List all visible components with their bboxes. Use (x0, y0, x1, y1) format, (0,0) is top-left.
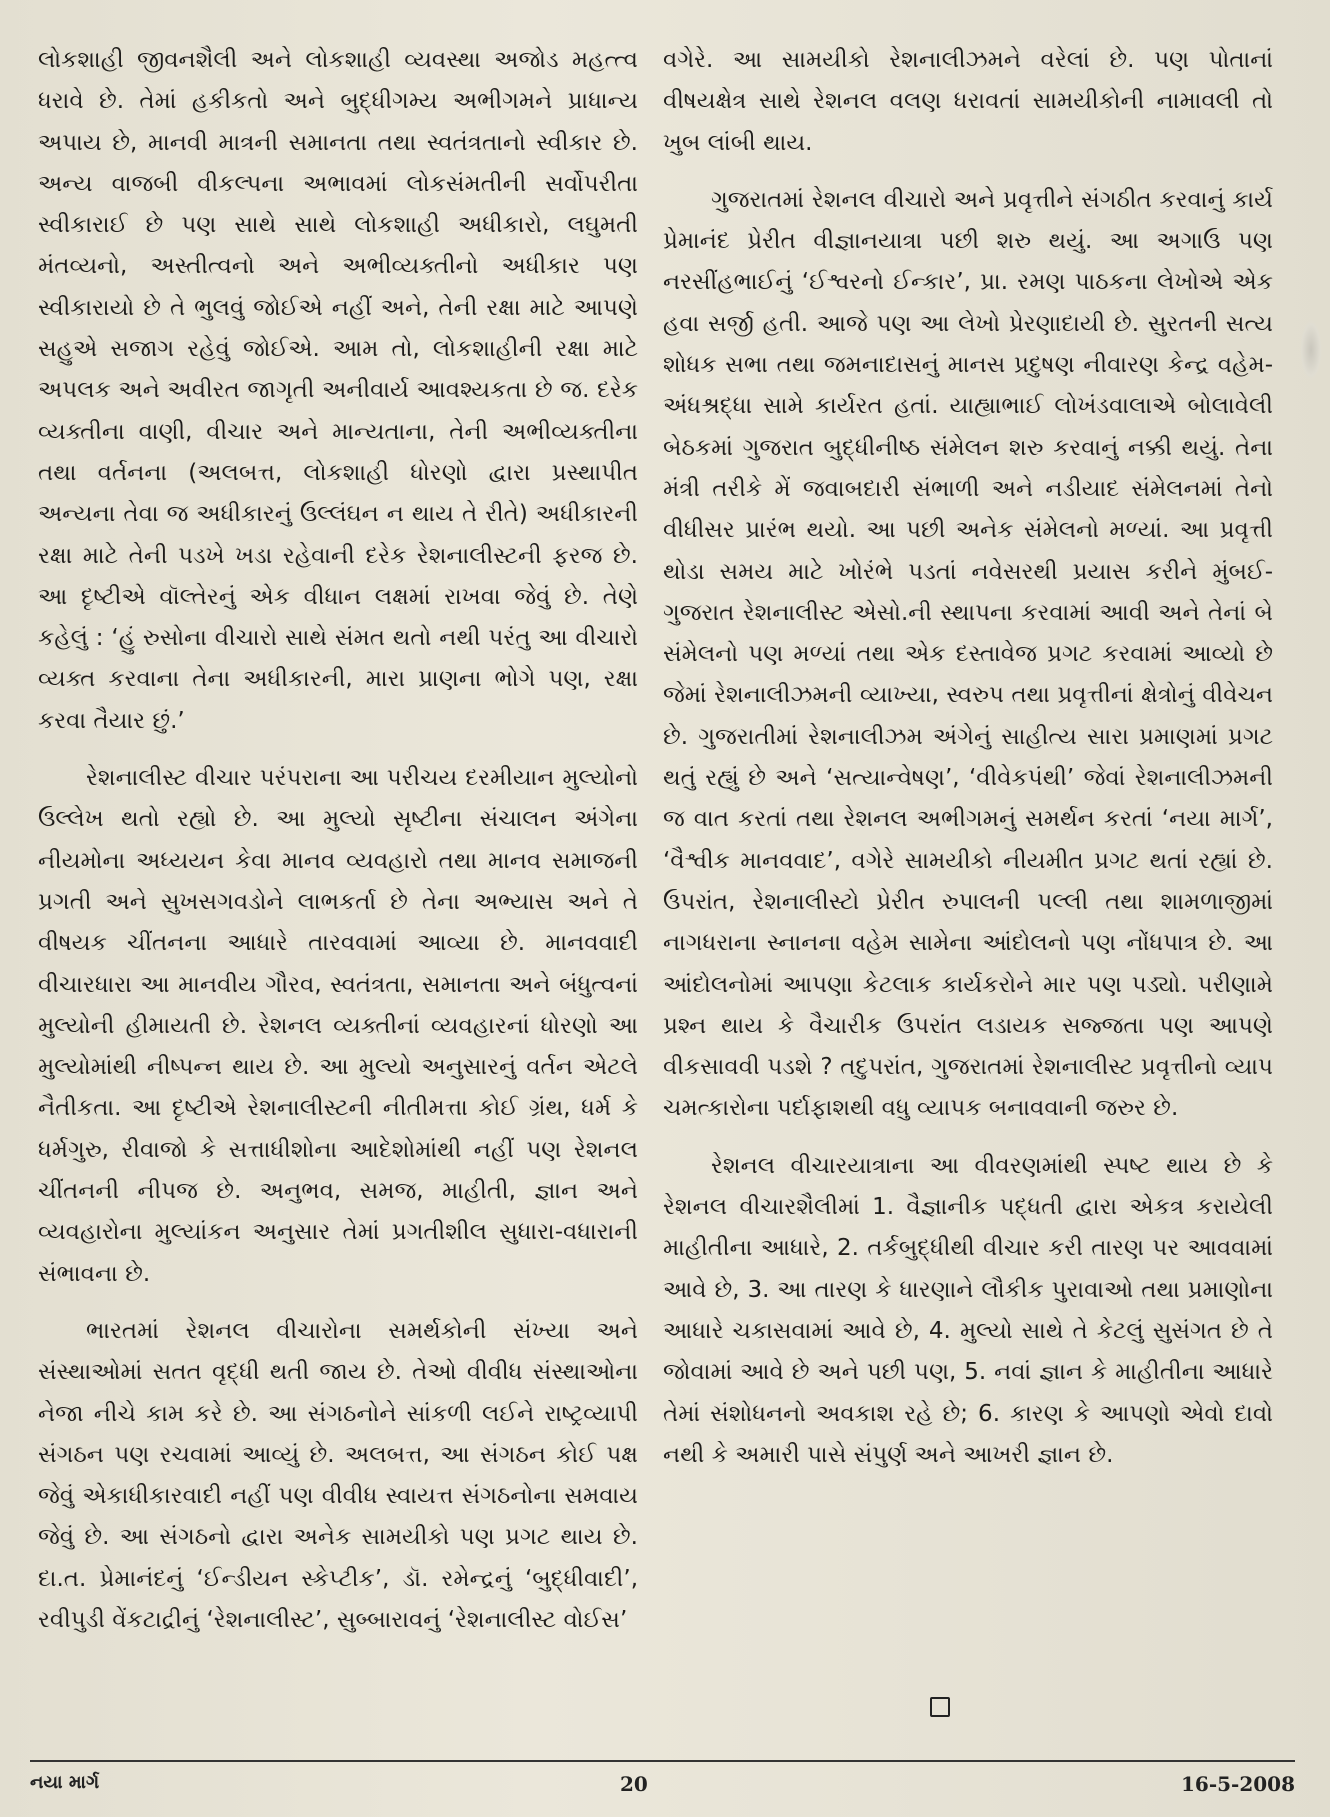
paragraph: લોકશાહી જીવનશૈલી અને લોકશાહી વ્યવસ્થા અજોડ મહત્ત્વ ધરાવે છે. તેમાં હકીકતો અને બુદ્ધીગમ્ય અભીગમને પ્રાધાન્ય અપાય છે, માનવી માત્રની સમાનતા તથા સ્વતંત્રતાનો સ્વીકાર છે. અન્ય વાજબી વીકલ્પના અભાવમાં લોકસંમતીની સર્વોપરીતા સ્વીકારાઈ છે પણ સાથે સાથે લોકશાહી અધીકારો, લઘુમતી મંતવ્યનો, અસ્તીત્વનો અને અભીવ્યક્તીનો અધીકાર પણ સ્વીકારાયો છે તે ભુલવું જોઈએ નહીં અને, તેની રક્ષા માટે આપણે સહુએ સજાગ રહેવું જોઈએ. આમ તો, લોકશાહીની રક્ષા માટે અપલક અને અવીરત જાગૃતી અનીવાર્ય આવશ્યકતા છે જ. દરેક વ્યક્તીના વાણી, વીચાર અને માન્યતાના, તેની અભીવ્યક્તીના તથા વર્તનના (અલબત્ત, લોકશાહી ધોરણો દ્વારા પ્રસ્થાપીત અન્યના તેવા જ અધીકારનું ઉલ્લંઘન ન થાય તે રીતે) અધીકારની રક્ષા માટે તેની પડખે ખડા રહેવાની દરેક રેશનાલીસ્ટની ફરજ છે. આ દૃષ્ટીએ વૉલ્તેરનું એક વીધાન લક્ષમાં રાખવા જેવું છે. તેણે કહેલું : ‘હું રુસોના વીચારો સાથે સંમત થતો નથી પરંતુ આ વીચારો વ્યક્ત કરવાના તેના અધીકારની, મારા પ્રાણના ભોગે પણ, રક્ષા કરવા તૈયાર છું.’ (38, 47, 638, 734)
paragraph: રેશનલ વીચારયાત્રાના આ વીવરણમાંથી સ્પષ્ટ થાય છે કે રેશનલ વીચારશૈલીમાં 1. વૈજ્ઞાનીક પદ્ધતી દ્વારા એકત્ર કરાયેલી માહીતીના આધારે, 2. તર્કબુદ્ધીથી વીચાર કરી તારણ પર આવવામાં આવે છે, 3. આ તારણ કે ધારણાને લૌકીક પુરાવાઓ તથા પ્રમાણોના આધારે ચકાસવામાં આવે છે, 4. મુલ્યો સાથે તે કેટલું સુસંગત છે તે જોવામાં આવે છે અને પછી પણ, 5. નવાં જ્ઞાન કે માહીતીના આધારે તેમાં સંશોધનનો અવકાશ રહે છે; 6. કારણ કે આપણો એવો દાવો નથી કે અમારી પાસે સંપુર્ણ અને આખરી જ્ઞાન છે. (663, 1152, 1273, 1468)
article-end-mark (930, 1697, 950, 1717)
page-footer (30, 1760, 1295, 1798)
left-column (38, 40, 638, 1657)
paper-blemish (1300, 320, 1322, 380)
publication-name: નયા માર્ગ (30, 1772, 100, 1793)
paragraph: વગેરે. આ સામયીકો રેશનાલીઝમને વરેલાં છે. પણ પોતાનાં વીષયક્ષેત્ર સાથે રેશનલ વલણ ધરાવતાં સામયીકોની નામાવલી તો ખુબ લાંબી થાય. (663, 47, 1273, 156)
paragraph: ગુજરાતમાં રેશનલ વીચારો અને પ્રવૃત્તીને સંગઠીત કરવાનું કાર્ય પ્રેમાનંદ પ્રેરીત વીજ્ઞાનયાત્રા પછી શરુ થયું. આ અગાઉ પણ નરસીંહભાઈનું ‘ઈશ્વરનો ઈન્કાર’, પ્રા. રમણ પાઠકના લેખોએ એક હવા સર્જી હતી. આજે પણ આ લેખો પ્રેરણાદાયી છે. સુરતની સત્ય શોધક સભા તથા જમનાદાસનું માનસ પ્રદુષણ નીવારણ કેન્દ્ર વહેમ-અંધશ્રદ્ધા સામે કાર્યરત હતાં. યાહ્યાભાઈ લોખંડવાલાએ બોલાવેલી બેઠકમાં ગુજરાત બુદ્ધીનીષ્ઠ સંમેલન શરુ કરવાનું નક્કી થયું. તેના મંત્રી તરીકે મેં જવાબદારી સંભાળી અને નડીયાદ સંમેલનમાં તેનો વીધીસર પ્રારંભ થયો. આ પછી અનેક સંમેલનો મળ્યાં. આ પ્રવૃત્તી થોડા સમય માટે ખોરંભે પડતાં નવેસરથી પ્રયાસ કરીને મુંબઈ-ગુજરાત રેશનાલીસ્ટ એસો.ની સ્થાપના કરવામાં આવી અને તેનાં બે સંમેલનો પણ મળ્યાં તથા એક દસ્તાવેજ પ્રગટ કરવામાં આવ્યો છે જેમાં રેશનાલીઝમની વ્યાખ્યા, સ્વરુપ તથા પ્રવૃત્તીનાં ક્ષેત્રોનું વીવેચન છે. ગુજરાતીમાં રેશનાલીઝમ અંગેનું સાહીત્ય સારા પ્રમાણમાં પ્રગટ થતું રહ્યું છે અને ‘સત્યાન્વેષણ’, ‘વીવેકપંથી’ જેવાં રેશનાલીઝમની જ વાત કરતાં તથા રેશનલ અભીગમનું સમર્થન કરતાં ‘નયા માર્ગ’, ‘વૈશ્વીક માનવવાદ’, વગેરે સામયીકો નીયમીત પ્રગટ થતાં રહ્યાં છે. ઉપરાંત, રેશનાલીસ્ટો પ્રેરીત રુપાલની પલ્લી તથા શામળાજીમાં નાગધરાના સ્નાનના વહેમ સામેના આંદોલનો પણ નોંધપાત્ર છે. આ આંદોલનોમાં આપણા કેટલાક કાર્યકરોને માર પણ પડ્યો. પરીણામે પ્રશ્ન થાય કે વૈચારીક ઉપરાંત લડાયક સજ્જતા પણ આપણે વીકસાવવી પડશે ? તદુપરાંત, ગુજરાતમાં રેશનાલીસ્ટ પ્રવૃત્તીનો વ્યાપ ચમત્કારોના પર્દાફાશથી વધુ વ્યાપક બનાવવાની જરુર છે. (663, 186, 1273, 1122)
paragraph: રેશનાલીસ્ટ વીચાર પરંપરાના આ પરીચય દરમીયાન મુલ્યોનો ઉલ્લેખ થતો રહ્યો છે. આ મુલ્યો સૃષ્ટીના સંચાલન અંગેના નીયમોના અધ્યયન કેવા માનવ વ્યવહારો તથા માનવ સમાજની પ્રગતી અને સુખસગવડોને લાભકર્તા છે તેના અભ્યાસ અને તે વીષયક ચીંતનના આધારે તારવવામાં આવ્યા છે. માનવવાદી વીચારધારા આ માનવીય ગૌરવ, સ્વતંત્રતા, સમાનતા અને બંધુત્વનાં મુલ્યોની હીમાયતી છે. રેશનલ વ્યક્તીનાં વ્યવહારનાં ધોરણો આ મુલ્યોમાંથી નીષ્પન્ન થાય છે. આ મુલ્યો અનુસારનું વર્તન એટલે નૈતીકતા. આ દૃષ્ટીએ રેશનાલીસ્ટની નીતીમત્તા કોઈ ગ્રંથ, ધર્મ કે ધર્મગુરુ, રીવાજો કે સત્તાધીશોના આદેશોમાંથી નહીં પણ રેશનલ ચીંતનની નીપજ છે. અનુભવ, સમજ, માહીતી, જ્ઞાન અને વ્યવહારોના મુલ્યાંકન અનુસાર તેમાં પ્રગતીશીલ સુધારા-વધારાની સંભાવના છે. (38, 765, 638, 1287)
paragraph: ભારતમાં રેશનલ વીચારોના સમર્થકોની સંખ્યા અને સંસ્થાઓમાં સતત વૃદ્ધી થતી જાય છે. તેઓ વીવીધ સંસ્થાઓના નેજા નીચે કામ કરે છે. આ સંગઠનોને સાંકળી લઈને રાષ્ટ્રવ્યાપી સંગઠન પણ રચવામાં આવ્યું છે. અલબત્ત, આ સંગઠન કોઈ પક્ષ જેવું એકાધીકારવાદી નહીં પણ વીવીધ સ્વાયત્ત સંગઠનોના સમવાય જેવું છે. આ સંગઠનો દ્વારા અનેક સામયીકો પણ પ્રગટ થાય છે. દા.ત. પ્રેમાનંદનું ‘ઈન્ડીયન સ્કેપ્ટીક’, ડૉ. રમેન્દ્રનું ‘બુદ્ધીવાદી’, રવીપુડી વેંકટાદ્રીનું ‘રેશનાલીસ્ટ’, સુબ્બારાવનું ‘રેશનાલીસ્ટ વોઈસ’ (38, 1317, 638, 1633)
issue-date: 16-5-2008 (1180, 1772, 1295, 1796)
right-column (663, 40, 1273, 1492)
page-number: 20 (620, 1772, 648, 1796)
